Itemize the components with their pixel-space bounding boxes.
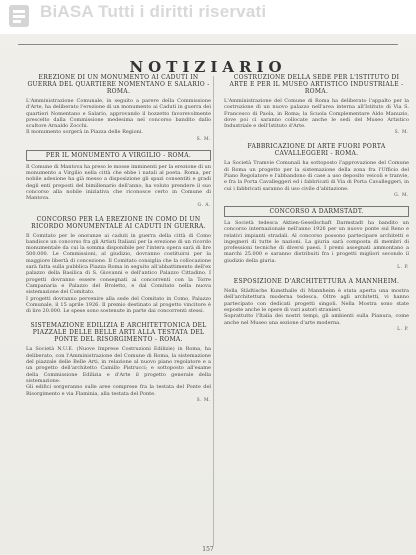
article-paragraph: L'Amministrazione del Comune di Roma ha deliberato l'appalto per la costruzione di un nuovo palazzo nell'area interna all'Istituto di Via S. Francesco di Paola, in Roma; la Scuola Complementare Aldo Manuzio, dove poi ci saranno collocate anche le sedi del Museo Artistico Industriale e dell'Istituto d'Arte. [224, 98, 409, 130]
article [26, 150, 211, 208]
article-paragraph: Soprattutto l'Italia dei nostri tempi, gli ambienti sulla Pianura, come anche nel Museo una sezione d'arte moderna. [224, 313, 409, 326]
article [224, 206, 409, 270]
article-paragraph: Il Comune di Mantova ha preso le mosse imminenti per la erezione di un monumento a Virgilio nella città che ebbe i natali al poeta. Roma, per nobile adesione ha già messo a disposizione gli spazi consentiti e gradi degli enti preposti del bimillenario dell'anno, ha voluto prendere il suo concorso alla nobile iniziativa che riconosce certo in Comune di Mantova. [26, 163, 211, 202]
article-heading: CONCORSO PER LA EREZIONE IN COMO DI UN RICORDO MONUMENTALE AI CADUTI IN GUERRA. [31, 215, 206, 230]
article [26, 216, 211, 315]
page-title: NOTIZIARIO [129, 58, 287, 76]
article [26, 322, 211, 402]
article-paragraph: La Società Tramvie Comunali ha sottoposto l'approvazione del Comune di Roma un progetto per la sistemazione della zona fra l'Ufficio del Piano Regolatore e l'abbandono di case a uso deposito veicoli e tranvie, e fra la Porta Cavalleggeri ed i fabbricati di Via di Porta Cavalleggeri, in cui i fabbricati saranno di uso civile d'abitazione. [224, 160, 409, 192]
article-heading: ESPOSIZIONE D'ARCHITETTURA A MANNHEIM. [233, 278, 400, 286]
article-signature: G. A. [197, 202, 211, 208]
watermark-banner [0, 0, 416, 34]
article-signature: G. M. [394, 192, 409, 198]
article-paragraph: La Società tedesca Aktien-Gesellschaft Darmstadt ha bandito un concorso internazionale nell'anno 1926 per un nuovo ponte sul Reno e relativi impianti stradali. Al concorso possono partecipare architetti e ingegneri di tutte le nazioni. La giuria sarà composta di membri di professioni tecniche di diversi paesi. I premi assegnati ammontano a marchi 25.000 e saranno distribuiti fra i progetti migliori secondo il giudizio della giuria. [224, 219, 409, 264]
article-paragraph: Il Comitato per le onoranze ai caduti in guerra della città di Como bandisce un concorso fra gli Artisti Italiani per la erezione di un ricordo monumentale da cui la somma disponibile per l'intera opera sarà di lire 500.000. Le Commissioni, al giudizio, dovranno costituirsi per la maggiore libertà di concezione. Il Comitato consiglia che la collocazione sarà fatta sulla pubblica Piazza Roma in seguito all'abbattimento dell'ex palazzo della Basilica di S. Giovanni e dell'antico Palazzo Cittadino. I progetti dovranno essere consegnati ai concorrenti con la Torre Campanaria e Palazzo del Broletto, e dal Comitato nella nuova sistemazione del Comitato. [26, 232, 211, 296]
article [224, 143, 409, 197]
article-heading: COSTRUZIONE DELLA SEDE PER L'ISTITUTO DI ARTE E PER IL MUSEO ARTISTICO INDUSTRIALE - ROMA. [229, 74, 404, 95]
article-heading: PER IL MONUMENTO A VIRGILIO - ROMA. [26, 150, 211, 161]
article-signature: L. P. [397, 265, 409, 271]
biasa-logo-icon [8, 4, 30, 28]
article-paragraph: Nella Städtische Kunsthalle di Mannheim è stata aperta una mostra dell'architettura moderna tedesca. Oltre agli architetti, vi hanno partecipato con dedicati progetti singoli. Nella Mostra sono state esposte anche le opere di vari autori stranieri. [224, 288, 409, 313]
article-heading: FABBRICAZIONE DI ARTE FUORI PORTA CAVALLEGGERI - ROMA. [247, 143, 386, 158]
article [224, 278, 409, 332]
left-column [26, 74, 211, 411]
right-column [224, 74, 409, 340]
article-heading: SISTEMAZIONE EDILIZIA E ARCHITETTONICA DEL PIAZZALE DELLE BELLE ARTI ALLA TESTATA DEL PONTE DEL RISORGIMENTO - ROMA. [30, 322, 207, 344]
column-divider [213, 76, 214, 546]
page-number: 157 [202, 546, 214, 553]
article-signature: S. M. [196, 136, 211, 142]
article-paragraph: Il monumento sorgerà in Piazza delle Regioni. [26, 129, 144, 136]
article-signature: S. M. [196, 397, 211, 403]
article-signature: S. M. [394, 130, 409, 136]
article-heading: CONCORSO A DARMSTADT. [224, 206, 409, 217]
article-paragraph: Gli edifici sorgeranno sulle aree comprese fra la testata del Ponte del Risorgimento e via Flaminia, alla testata del Ponte. [26, 384, 211, 397]
watermark-text: BiASA Tutti i diritti riservati [40, 2, 267, 21]
article-paragraph: L'Amministrazione Comunale, in seguito a parere della Commissione d'Arte, ha deliberato l'erezione di un monumento ai Caduti in guerra dei quartieri Nomentano e Salario, approvando il bozzetto favorevolmente prescelto dalla Commissione medesima nel concorso bandito dallo scultore Arnaldo Zocchi. [26, 98, 211, 130]
article [26, 74, 211, 142]
article-paragraph: I progetti dovranno pervenire alla sede del Comitato in Como, Palazzo Comunale, il 15 aprile 1926. Il premio destinato al progetto vincitore è di lire 20.000. Le spese sono sostenute in parte dai concorrenti stessi. [26, 295, 211, 315]
article-paragraph: La Società N.U.E. (Nuove Imprese Costruzioni Edilizie) in Roma, ha deliberato, con l'Amministrazione del Comune di Roma, la sistemazione del piazzale delle Belle Arti, in relazione al nuovo piano regolatore e a un progetto dell'architetto Camillo Pistrucci; e sottoposto all'esame della Commissione Edilizia e d'Arte il progetto generale della sistemazione. [26, 346, 211, 384]
article-heading: EREZIONE DI UN MONUMENTO AI CADUTI IN GUERRA DEL QUARTIERE NOMENTANO E SALARIO - ROMA. [27, 74, 210, 95]
article [224, 74, 409, 135]
top-rule [18, 44, 398, 45]
article-signature: L. P. [397, 326, 409, 332]
